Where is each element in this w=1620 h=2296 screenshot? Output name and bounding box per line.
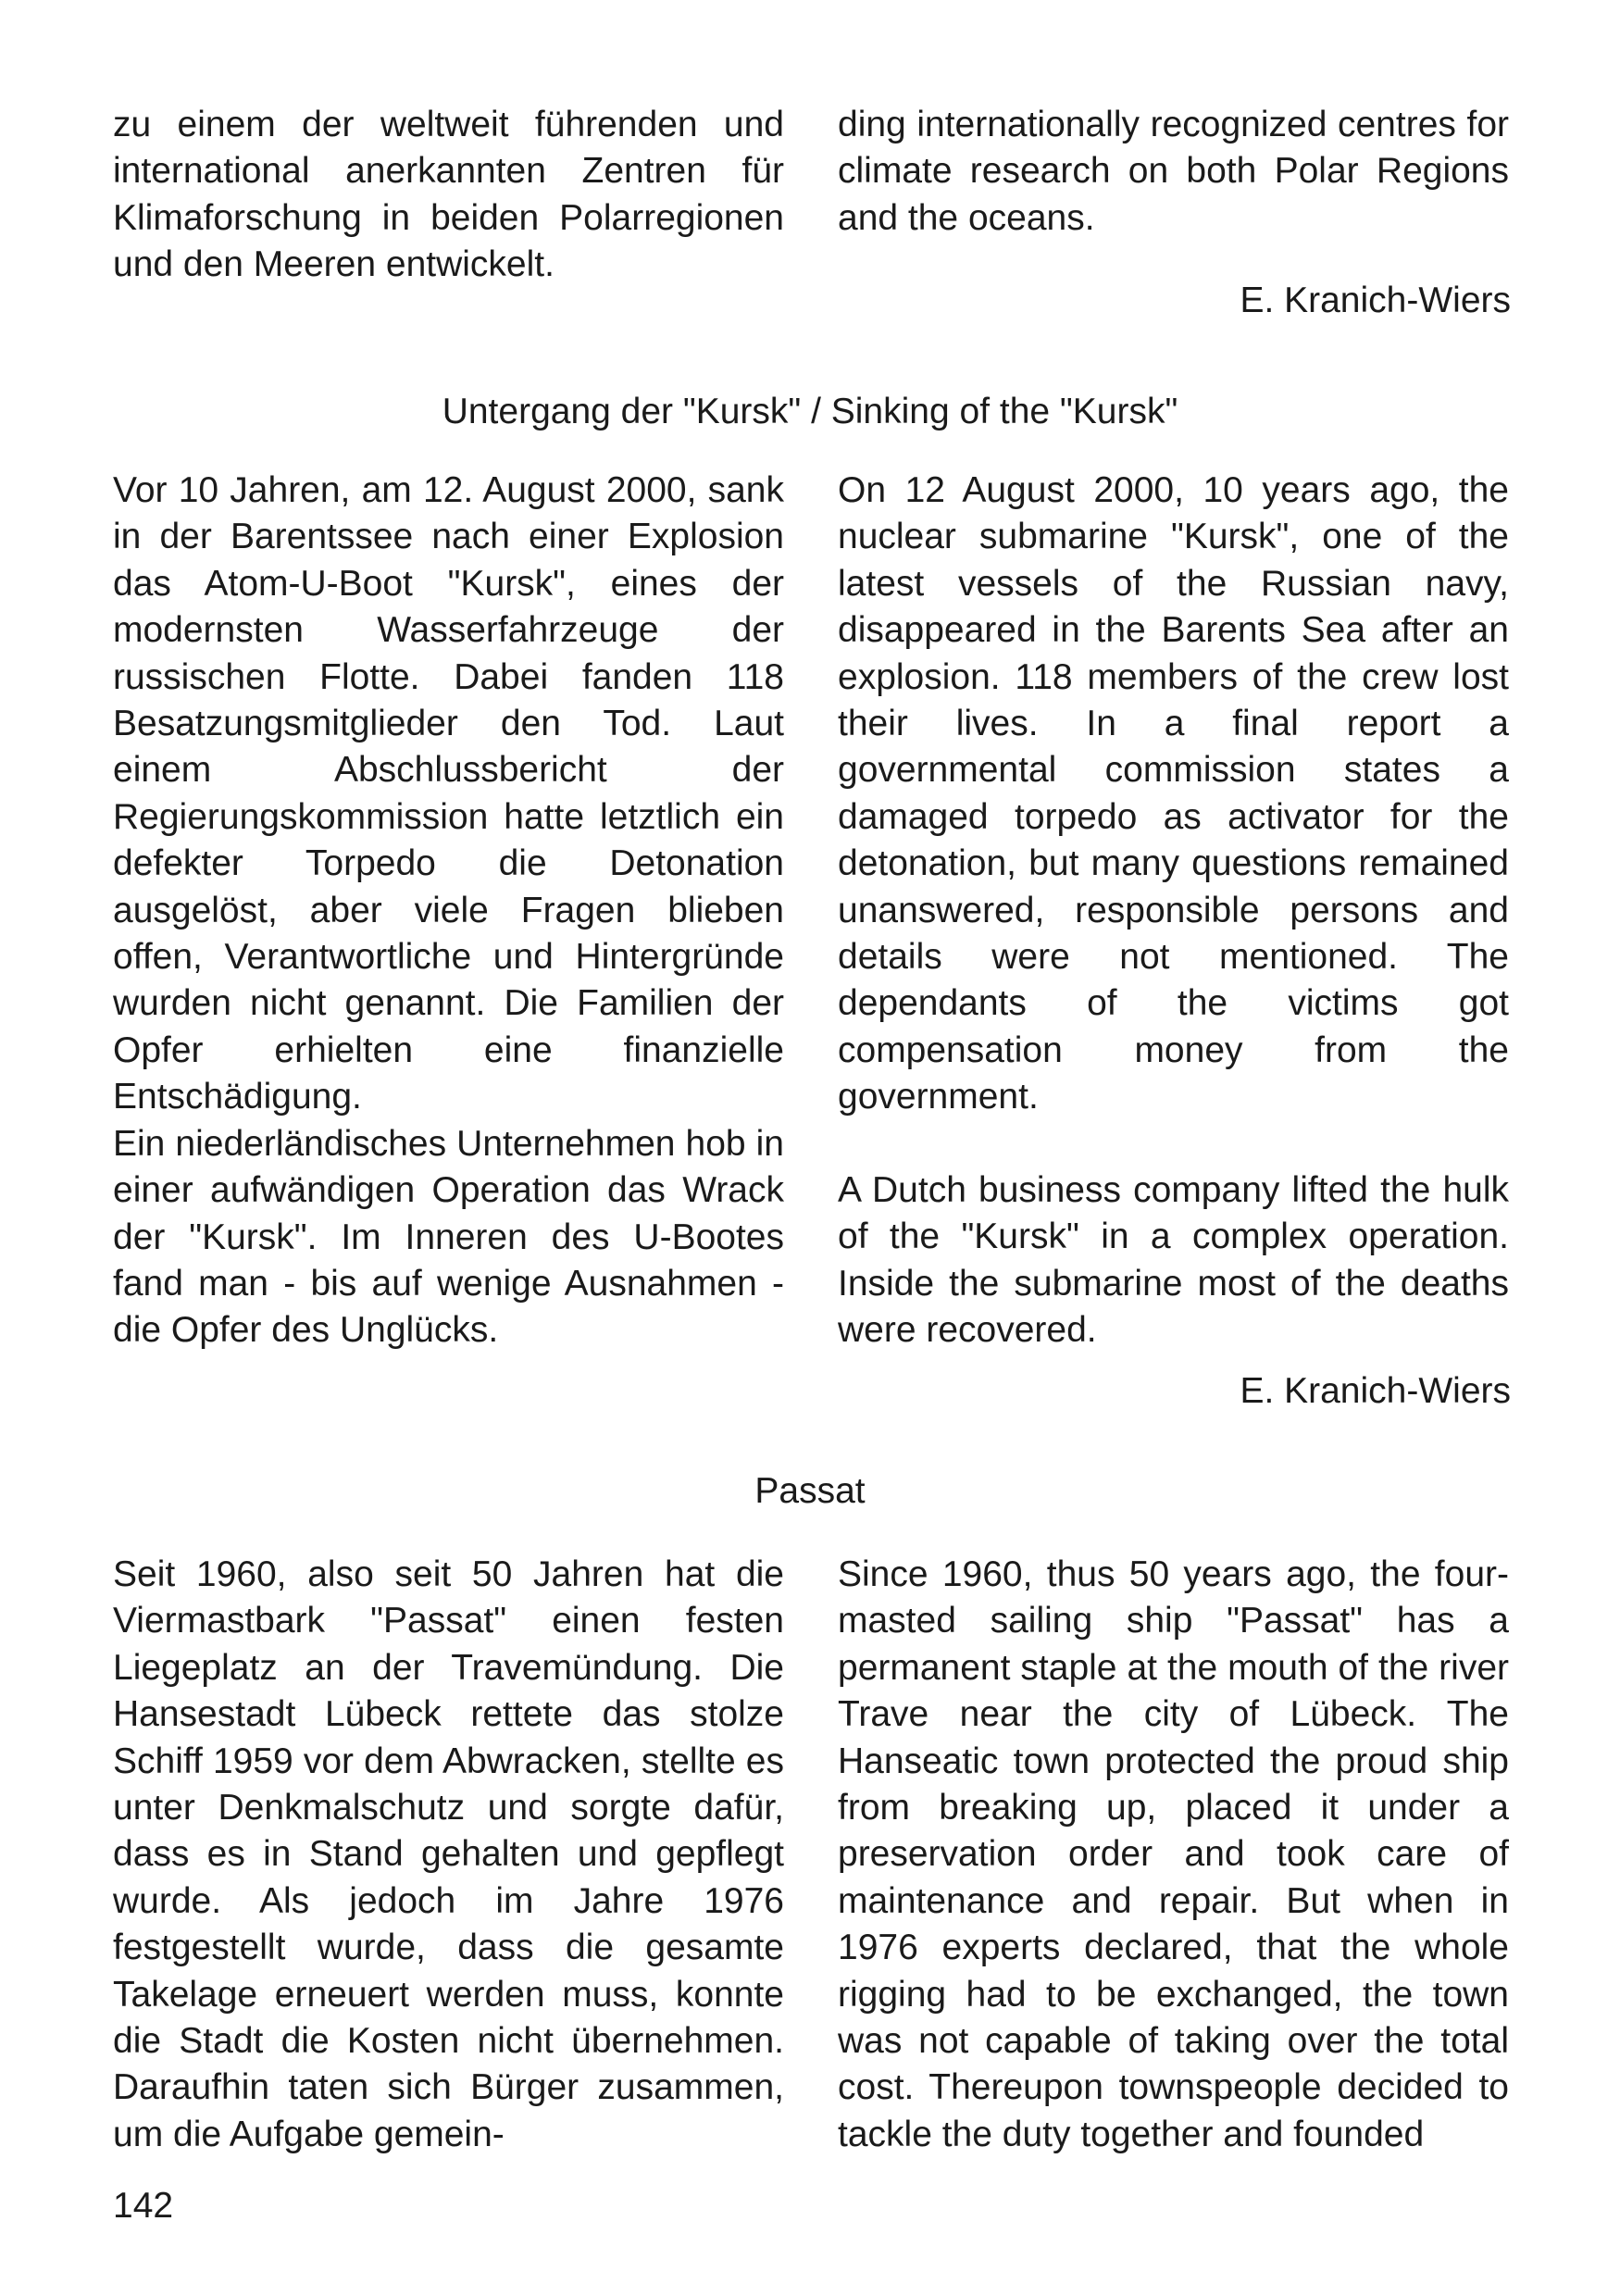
kursk-signature: E. Kranich-Wiers — [1240, 1371, 1511, 1411]
passat-en-paragraph: Since 1960, thus 50 years ago, the four-masted sailing ship "Passat" has a permanent staple at the mouth of the river Trave near the city of Lübeck. The Hanseatic town protected the proud ship from breaking up, placed it under a preservation order and took care of maintenance and repair. But when in 1976 experts declared, that the whole rigging had to be exchanged, the town was not capable of taking over the total cost. Thereupon townspeople decided to tackle the duty together and founded — [838, 1554, 1509, 2154]
kursk-de-paragraph-2: Ein niederländisches Unternehmen hob in einer aufwändigen Operation das Wrack der "Kursk". Im Inneren des U-Bootes fand man - bis auf wenige Ausnahmen - die Opfer des Unglücks. — [113, 1123, 784, 1351]
continuation-de-column — [113, 102, 784, 289]
page-number: 142 — [113, 2186, 174, 2226]
continuation-en-column — [838, 102, 1509, 242]
passat-heading: Passat — [754, 1471, 866, 1511]
continuation-signature: E. Kranich-Wiers — [1240, 281, 1511, 320]
kursk-en-paragraph-1: On 12 August 2000, 10 years ago, the nuclear submarine "Kursk", one of the latest vessels of the Russian navy, disappeared in the Barents Sea after an explosion. 118 members of the crew lost their lives. In a final report a governmental commission states a damaged torpedo as activator for the detonation, but many questions remained unanswered, responsible persons and details were not mentioned. The dependants of the victims got compensation money from the government. — [838, 470, 1509, 1117]
kursk-de-column — [113, 468, 784, 1354]
continuation-en-paragraph: ding internationally recognized centres for climate research on both Polar Regions and the oceans. — [838, 105, 1509, 238]
continuation-de-paragraph: zu einem der weltweit führenden und international anerkannten Zentren für Klimaforschung in beiden Polarregionen und den Meeren entwickelt. — [113, 105, 784, 285]
passat-de-paragraph: Seit 1960, also seit 50 Jahren hat die Viermastbark "Passat" einen festen Liegeplatz an der Travemündung. Die Hansestadt Lübeck rettete das stolze Schiff 1959 vor dem Abwracken, stellte es unter Denkmalschutz und sorgte dafür, dass es in Stand gehalten und gepflegt wurde. Als jedoch im Jahre 1976 festgestellt wurde, dass die gesamte Takelage erneuert werden muss, konnte die Stadt die Kosten nicht übernehmen. Daraufhin taten sich Bürger zusammen, um die Aufgabe gemein- — [113, 1554, 784, 2154]
kursk-en-column — [838, 468, 1509, 1354]
kursk-de-paragraph-1: Vor 10 Jahren, am 12. August 2000, sank in der Barentssee nach einer Explosion das Atom-U-Boot "Kursk", eines der modernsten Wasserfahrzeuge der russischen Flotte. Dabei fanden 118 Besatzungsmitglieder den Tod. Laut einem Abschlussbericht der Regierungskommission hatte letztlich ein defekter Torpedo die Detonation ausgelöst, aber viele Fragen blieben offen, Verantwortliche und Hintergründe wurden nicht genannt. Die Familien der Opfer erhielten eine finanzielle Entschädigung. — [113, 470, 784, 1117]
kursk-heading: Untergang der "Kursk" / Sinking of the "Kursk" — [442, 392, 1178, 431]
kursk-en-paragraph-2: A Dutch business company lifted the hulk of the "Kursk" in a complex operation. Inside the submarine most of the deaths were recovered. — [838, 1169, 1509, 1350]
passat-de-column — [113, 1552, 784, 2158]
passat-en-column — [838, 1552, 1509, 2158]
